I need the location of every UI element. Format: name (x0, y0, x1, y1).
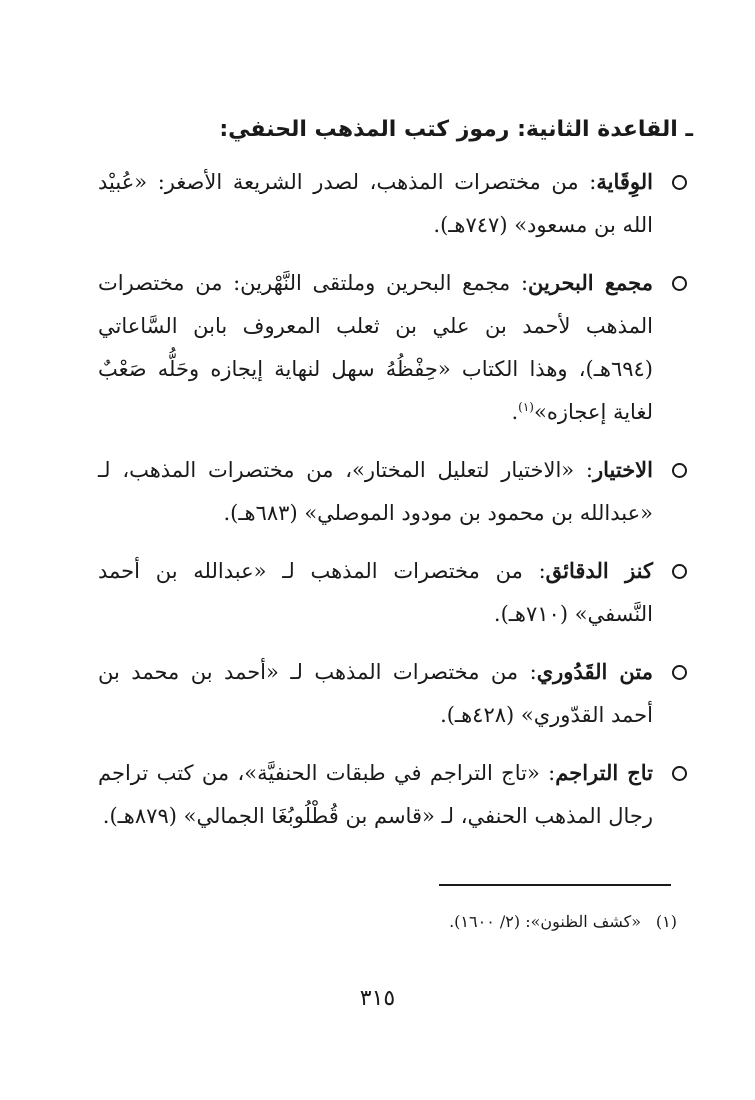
list-item (98, 751, 691, 838)
entry-text: : «الاختيار لتعليل المختار»، من مختصرات المذهب، لـ «عبدالله بن محمود بن مودود الموصلي» (٦٨٣هـ). (98, 458, 653, 525)
entry-term: متن القَدُوري (536, 659, 653, 684)
entry-text: : من مختصرات المذهب، لصدر الشريعة الأصغر: «عُبيْد الله بن مسعود» (٧٤٧هـ). (98, 170, 653, 237)
entry-text: : «تاج التراجم في طبقات الحنفيَّة»، من كتب تراجم رجال المذهب الحنفي، لـ «قاسم بن قُطْلُوبُغَا الجمالي» (٨٧٩هـ). (98, 761, 653, 828)
footnote-number: (١) (655, 912, 677, 931)
circle-bullet-icon (672, 665, 687, 680)
entry-text: : مجمع البحرين وملتقى النَّهْرين: من مختصرات المذهب لأحمد بن علي بن ثعلب المعروف بابن السَّاعاتي (٦٩٤هـ)، وهذا الكتاب «حِفْظُهُ سهل لنهاية إيجازه وحَلُّه صَعْبٌ لغاية إعجازه» (98, 271, 653, 424)
list-item (98, 160, 691, 247)
footnote-reference[interactable]: (١) (518, 400, 534, 414)
entry-term: الاختيار (592, 457, 653, 482)
footnote (98, 908, 677, 936)
list-item (98, 549, 691, 636)
list-item (98, 448, 691, 535)
list-item (98, 261, 691, 434)
entry-term: الوِقَاية (596, 169, 653, 194)
circle-bullet-icon (672, 766, 687, 781)
entry-term: كنز الدقائق (545, 558, 653, 583)
page-number: ٣١٥ (359, 986, 396, 1011)
footnote-text: «كشف الظنون»: (٢/ ١٦٠٠). (449, 912, 641, 931)
circle-bullet-icon (672, 463, 687, 478)
circle-bullet-icon (672, 276, 687, 291)
entry-text: : من مختصرات المذهب لـ «أحمد بن محمد بن أحمد القدّوري» (٤٢٨هـ). (98, 660, 653, 727)
circle-bullet-icon (672, 564, 687, 579)
abbreviation-list (98, 160, 691, 852)
entry-end-period: . (511, 400, 519, 424)
entry-term: مجمع البحرين (528, 270, 653, 295)
circle-bullet-icon (672, 175, 687, 190)
list-item (98, 650, 691, 737)
footnote-divider (439, 884, 671, 886)
entry-term: تاج التراجم (555, 760, 654, 785)
entry-text: : من مختصرات المذهب لـ «عبدالله بن أحمد النَّسفي» (٧١٠هـ). (98, 559, 653, 626)
section-heading: ـ القاعدة الثانية: رموز كتب المذهب الحنفي: (219, 117, 693, 142)
